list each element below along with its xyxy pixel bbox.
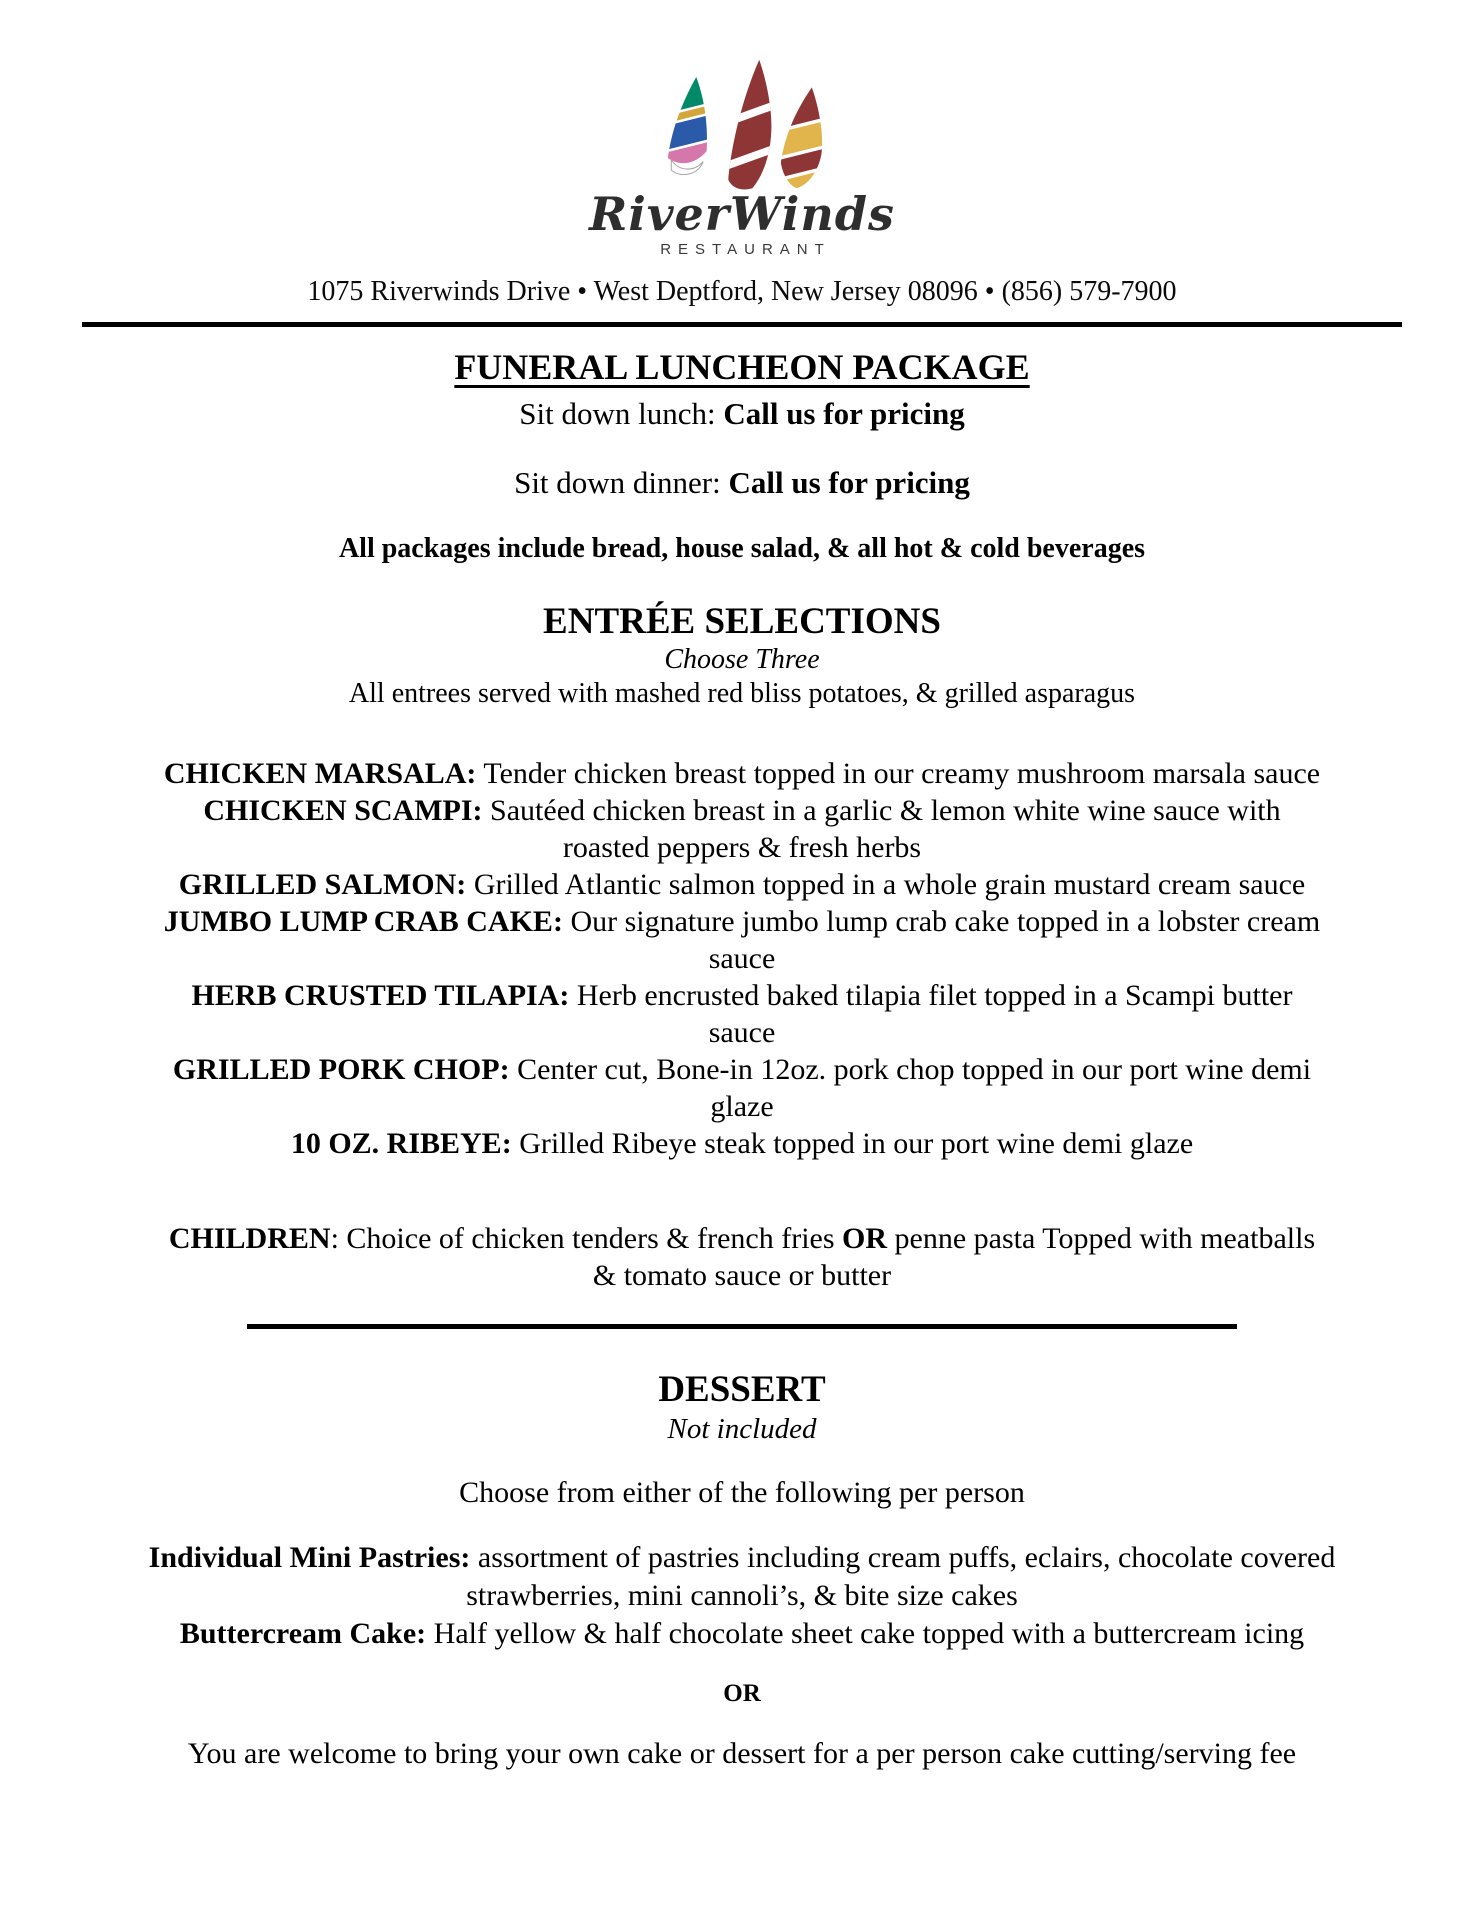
dessert-list xyxy=(147,1539,1337,1653)
dessert-subtitle: Not included xyxy=(667,1413,817,1445)
entree-name: HERB CRUSTED TILAPIA: xyxy=(191,979,570,1012)
package-title: FUNERAL LUNCHEON PACKAGE xyxy=(454,347,1030,387)
entree-item xyxy=(162,1125,1322,1162)
package-line-dinner xyxy=(0,464,1484,502)
dessert-title: DESSERT xyxy=(658,1369,826,1410)
entree-description: Sautéed chicken breast in a garlic & lemon white wine sauce with roasted peppers & fresh herbs xyxy=(490,794,1281,864)
children-label: CHILDREN xyxy=(168,1222,331,1255)
dessert-description: assortment of pastries including cream puffs, eclairs, chocolate covered strawberries, mini cannoli’s, & bite size cakes xyxy=(466,1541,1336,1612)
entree-description: Our signature jumbo lump crab cake topped in a lobster cream sauce xyxy=(570,905,1321,975)
sailboat-logo-icon xyxy=(627,58,857,196)
logo-subtitle: RESTAURANT xyxy=(660,241,831,258)
entree-name: GRILLED SALMON: xyxy=(178,868,467,901)
entree-name: 10 OZ. RIBEYE: xyxy=(290,1127,512,1160)
header-rule xyxy=(82,322,1402,327)
entree-list xyxy=(162,755,1322,1162)
dessert-or: OR xyxy=(723,1680,761,1707)
children-text-after: penne pasta Topped with meatballs & tomato sauce or butter xyxy=(592,1222,1316,1292)
entree-item xyxy=(162,866,1322,903)
entree-name: CHICKEN MARSALA: xyxy=(163,757,477,790)
dessert-note: Choose from either of the following per person xyxy=(459,1476,1025,1509)
logo-name: RiverWinds xyxy=(589,187,895,241)
children-item xyxy=(162,1220,1322,1294)
bring-your-own-note: You are welcome to bring your own cake or dessert for a per person cake cutting/serving fee xyxy=(187,1737,1297,1770)
entree-name: JUMBO LUMP CRAB CAKE: xyxy=(163,905,563,938)
restaurant-address: 1075 Riverwinds Drive • West Deptford, New Jersey 08096 • (856) 579-7900 xyxy=(307,276,1177,307)
entrees-note: All entrees served with mashed red bliss potatoes, & grilled asparagus xyxy=(348,678,1136,709)
package-line-lunch xyxy=(0,395,1484,433)
entree-description: Grilled Atlantic salmon topped in a whole grain mustard cream sauce xyxy=(473,868,1306,901)
section-divider xyxy=(247,1324,1237,1329)
package-includes: All packages include bread, house salad, & all hot & cold beverages xyxy=(338,533,1146,564)
dessert-name: Buttercream Cake: xyxy=(179,1617,427,1650)
entree-description: Grilled Ribeye steak topped in our port wine demi glaze xyxy=(519,1127,1194,1160)
entree-item xyxy=(162,755,1322,792)
entree-item xyxy=(162,792,1322,866)
entree-description: Tender chicken breast topped in our creamy mushroom marsala sauce xyxy=(483,757,1321,790)
dessert-item xyxy=(147,1615,1337,1653)
entree-description: Herb encrusted baked tilapia filet topped in a Scampi butter sauce xyxy=(576,979,1293,1049)
lunch-value: Call us for pricing xyxy=(723,396,965,431)
dinner-label: Sit down dinner: xyxy=(514,465,721,500)
entree-name: GRILLED PORK CHOP: xyxy=(172,1053,510,1086)
children-text-before: : Choice of chicken tenders & french fries xyxy=(330,1222,843,1255)
dessert-name: Individual Mini Pastries: xyxy=(148,1541,471,1574)
entree-description: Center cut, Bone-in 12oz. pork chop topped in our port wine demi glaze xyxy=(517,1053,1312,1123)
logo xyxy=(0,0,1484,260)
dessert-description: Half yellow & half chocolate sheet cake topped with a buttercream icing xyxy=(433,1617,1305,1650)
lunch-label: Sit down lunch: xyxy=(519,396,716,431)
children-or: OR xyxy=(842,1222,888,1255)
entrees-title: ENTRÉE SELECTIONS xyxy=(543,601,941,642)
entree-item xyxy=(162,903,1322,977)
entree-name: CHICKEN SCAMPI: xyxy=(203,794,483,827)
dinner-value: Call us for pricing xyxy=(728,465,970,500)
entree-item xyxy=(162,977,1322,1051)
entree-item xyxy=(162,1051,1322,1125)
dessert-item xyxy=(147,1539,1337,1615)
entrees-subtitle: Choose Three xyxy=(664,644,820,675)
